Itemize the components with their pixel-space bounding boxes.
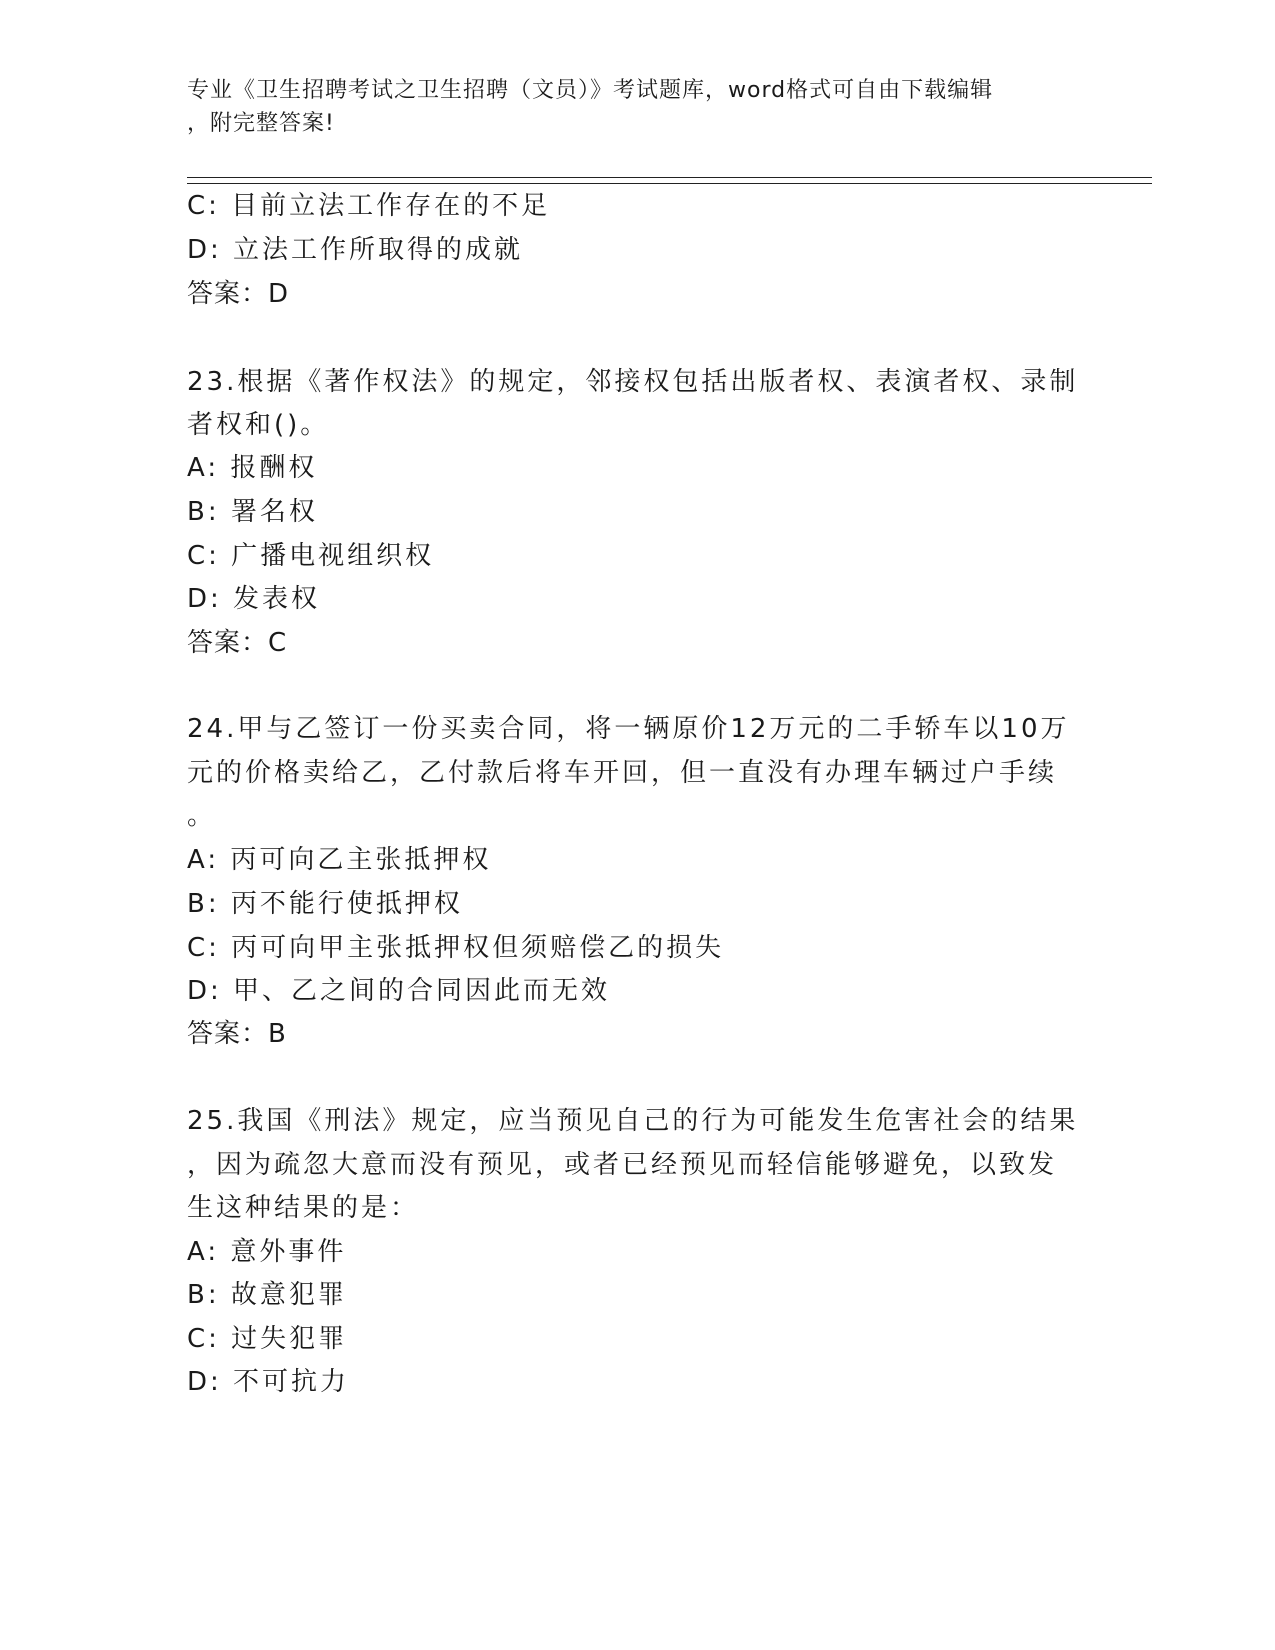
q25-option-b: B: 故意犯罪 (187, 1280, 347, 1310)
q24-option-d: D: 甲、乙之间的合同因此而无效 (187, 976, 611, 1006)
q25-option-c: C: 过失犯罪 (187, 1324, 348, 1354)
q22-answer: 答案：D (187, 279, 290, 309)
document-header (187, 74, 1067, 140)
q24-answer: 答案：B (187, 1019, 287, 1049)
q23-option-b: B: 署名权 (187, 497, 318, 527)
q25-stem-line-1: 25.我国《刑法》规定，应当预见自己的行为可能发生危害社会的结果 (187, 1106, 1079, 1136)
header-divider-bottom (187, 183, 1152, 184)
q24-stem-line-2: 元的价格卖给乙，乙付款后将车开回，但一直没有办理车辆过户手续 (187, 758, 1058, 788)
q23-option-c: C: 广播电视组织权 (187, 541, 435, 571)
q24-stem-line-3: 。 (187, 801, 217, 831)
header-divider-top (187, 177, 1152, 178)
q23-option-a: A: 报酬权 (187, 453, 318, 483)
q22-option-d: D: 立法工作所取得的成就 (187, 235, 524, 265)
q25-stem-line-3: 生这种结果的是： (187, 1193, 420, 1223)
q23-answer: 答案：C (187, 628, 288, 658)
q25-option-d: D: 不可抗力 (187, 1367, 350, 1397)
q24-option-c: C: 丙可向甲主张抵押权但须赔偿乙的损失 (187, 933, 725, 963)
q22-option-c: C: 目前立法工作存在的不足 (187, 191, 551, 221)
q23-stem-line-2: 者权和()。 (187, 410, 330, 440)
q25-option-a: A: 意外事件 (187, 1237, 347, 1267)
q23-option-d: D: 发表权 (187, 584, 321, 614)
header-title-continuation: ，附完整答案! (187, 111, 335, 136)
q24-stem-line-1: 24.甲与乙签订一份买卖合同，将一辆原价12万元的二手轿车以10万 (187, 714, 1070, 744)
q25-stem-line-2: ，因为疏忽大意而没有预见，或者已经预见而轻信能够避免，以致发 (187, 1150, 1058, 1180)
q23-stem-line-1: 23.根据《著作权法》的规定，邻接权包括出版者权、表演者权、录制 (187, 367, 1079, 397)
q24-option-a: A: 丙可向乙主张抵押权 (187, 845, 492, 875)
q24-option-b: B: 丙不能行使抵押权 (187, 889, 463, 919)
header-title-line: 专业《卫生招聘考试之卫生招聘（文员）》考试题库，word格式可自由下载编辑 (187, 78, 994, 103)
